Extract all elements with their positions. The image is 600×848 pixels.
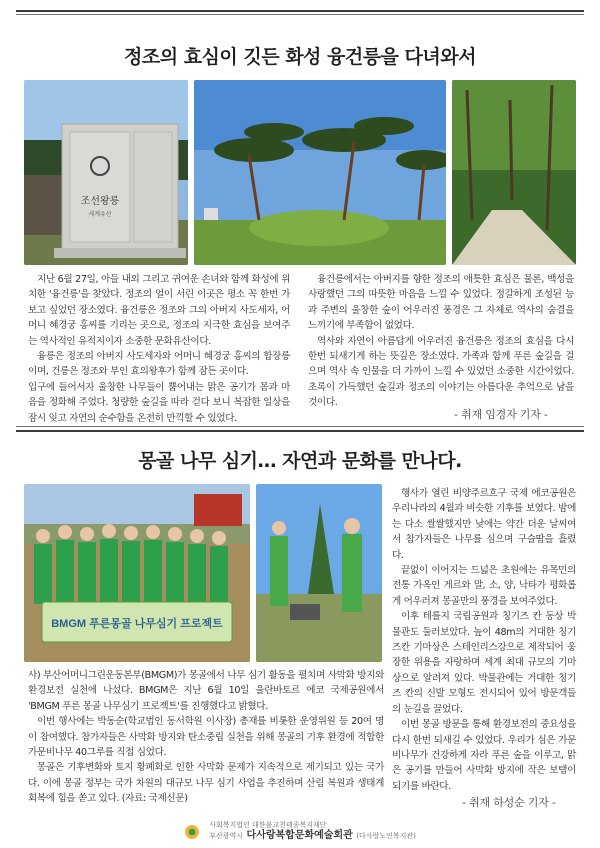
article1-photo-tomb [194,80,446,265]
footer-org-region: 부산광역시 [209,832,244,840]
article2-right-paragraph: 이번 몽골 방문을 통해 환경보전의 중요성을 다시 한번 되새길 수 있었다. 우리가 심은 가문 비나무가 건강하게 자라 푸른 숲을 이루고, 맑은 공기를 만들어 사막화 방지에 작은 보탬이 되기를 바란다. [392,719,576,792]
article2-right-column [392,486,576,794]
article2-left-column [28,668,384,807]
footer-org-name: 다사랑복합문화예술회관 [246,830,353,841]
top-rule [16,10,584,12]
article2-right-paragraph: 이후 테를지 국립공원과 칭기즈 칸 동상 박물관도 둘러보았다. 높이 48m의 거대한 칭기즈칸 기마상은 스테인리스강으로 제작되어 웅장한 위용을 자랑하며 세계 최대 규모의 기마상으로 알려져 있다. 박물관에는 거대한 칭기즈 칸의 신발 모형도 전시되어 있어 방문객들의 눈길을 끌었다. [392,611,576,715]
top-rule-thin [16,14,584,15]
banner-text: BMGM 푸른몽골 나무심기 프로젝트 [51,618,223,630]
article1-left-paragraph: 지난 6월 27일, 아들 내외 그리고 귀여운 손녀와 함께 화성에 위치한 '융건릉'을 찾았다. 정조의 얼이 서린 이곳은 평소 꼭 한번 가보고 싶었던 장소였다. 융건릉은 정조와 그의 아버지 사도세자, 어머니 혜경궁 홍씨를 기리는 곳으로, 정조의 지극한 효심을 보여주는 역사적인 유적지이자 소중한 문화유산이다. [28,274,290,347]
article1-title: 정조의 효심이 깃든 화성 융건릉을 다녀와서 [124,46,476,68]
section-rule [16,430,584,432]
footer-text [209,821,416,842]
section-rule-thin [16,426,584,427]
article2-right-paragraph: 끝없이 이어지는 드넓은 초원에는 유목민의 전통 가옥인 게르와 말, 소, 양, 낙타가 평화롭게 어우러져 몽골만의 풍경을 보여주었다. [392,565,576,607]
article2-photo-planting [256,484,382,662]
footer-org-sub: (다사랑노인복지관) [356,832,416,840]
article1-right-paragraph: 융건릉에서는 아버지를 향한 정조의 애틋한 효심은 물론, 백성을 사랑했던 그의 따뜻한 마음을 느낄 수 있었다. 정갈하게 조성된 능과 주변의 울창한 숲이 어우러진 풍경은 그 자체로 역사의 숨결을 느끼기에 부족함이 없었다. [308,274,574,332]
article2-title: 몽골 나무 심기… 자연과 문화를 만나다. [138,450,462,472]
article2-left-paragraph: 이번 행사에는 박동순(학교법인 동서학원 이사장) 총재를 비롯한 운영위원 등 20여 명이 참여했다. 참가자들은 사막화 방지와 탄소중립 실천을 위해 몽골의 기후 환경에 적합한 가문비나무 40그루를 직접 심었다. [28,716,384,759]
article1-photo-stone [24,80,188,265]
article2-right-paragraph: 행사가 열린 비양주르흐구 국제 에코공원은 우리나라의 4월과 비슷한 기후를 보였다. 밤에는 다소 쌀쌀했지만 낮에는 약간 더운 날씨여서 참가자들은 나무를 심으며 구슬땀을 흘렸다. [392,488,576,561]
article1-byline: - 취재 임경자 기자 - [454,408,548,421]
stone-subtext: 세계유산 [88,212,112,218]
footer-org-small: 사회복지법인 대한불교천태종복지재단 [209,821,327,829]
footer-org-main [209,830,416,842]
article1-left-paragraph: 융릉은 정조의 아버지 사도세자와 어머니 혜경궁 홍씨의 합장릉이며, 건릉은 정조와 부인 효의왕후가 함께 잠든 곳이다. [28,351,290,378]
article2-byline: - 취재 하성순 기자 - [462,796,556,809]
article1-right-paragraph: 역사와 자연이 아름답게 어우러진 융건릉은 정조의 효심을 다시 한번 되새기게 하는 뜻깊은 장소였다. 가족과 함께 푸른 숲길을 걸으며 역사 속 인물을 더 가까이 느낄 수 있었던 소중한 시간이었다. 초록이 가득했던 숲길과 정조의 이야기는 아름다운 추억으로 남을 것이다. [308,335,574,409]
article1-photo-forest [452,80,576,265]
article2-photo-group [24,484,250,662]
article2-left-paragraph: 사) 부산어머니그린운동본부(BMGM)가 몽골에서 나무 심기 활동을 펼치며 사막화 방지와 환경보전 실천에 나섰다. BMGM은 지난 6월 10일 울란바토르 에코 국제공원에서 'BMGM 푸른 몽골 나무심기 프로젝트'를 진행했다고 밝혔다. [28,670,384,712]
footer [0,821,600,842]
article1-left-column [28,272,290,426]
article2-left-paragraph: 몽골은 기후변화와 토지 황폐화로 인한 사막화 문제가 지속적으로 제기되고 있는 국가다. 이에 몽골 정부는 국가 차원의 대규모 나무 심기 사업을 추진하며 산림 복원과 생태계 회복에 힘을 쏟고 있다. (자료: 국제신문) [28,762,384,805]
organization-logo-icon [184,824,200,840]
article1-right-column [308,272,574,411]
stone-text: 조선왕릉 [80,196,120,207]
article1-left-paragraph: 입구에 들어서자 울창한 나무들이 뿜어내는 맑은 공기가 몸과 마음을 정화해 주었다. 청량한 숲길을 따라 걷다 보니 복잡한 일상을 잠시 잊고 자연의 순수함을 온전히 만끽할 수 있었다. [28,381,290,424]
